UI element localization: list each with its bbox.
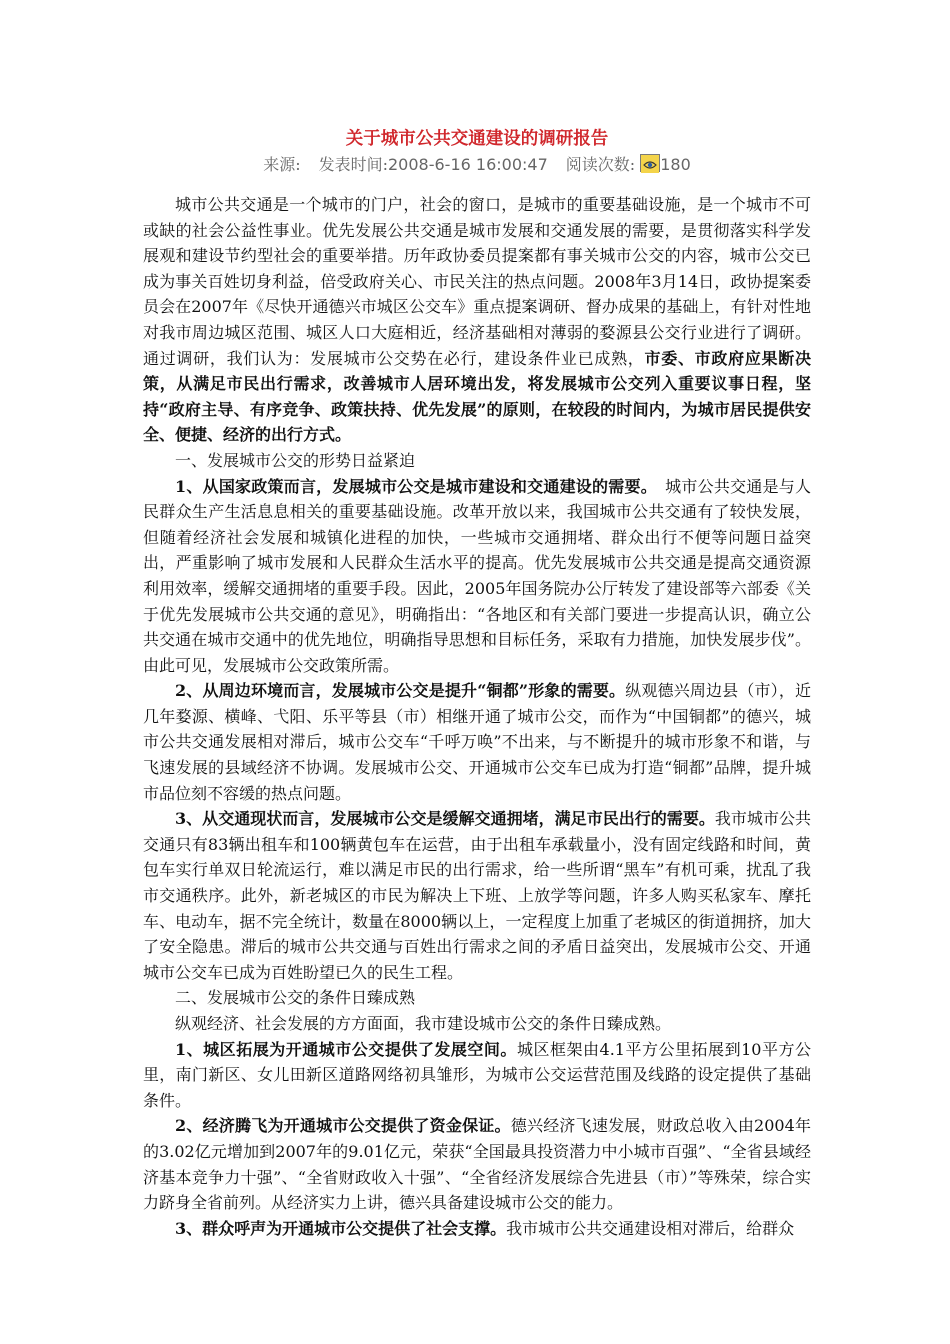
paragraph-economy: 2、经济腾飞为开通城市公交提供了资金保证。德兴经济飞速发展，财政总收入由2004年的3.02亿元增加到2007年的9.01亿元，荣获“全国最具投资潜力中小城市百强”、“全省县域经济基本竞争力十强”、“全省财政收入十强”、“全省经济发展综合先进县（市）”等殊荣，综合实力跻身全省前列。从经济实力上讲，德兴具备建设城市公交的能力。 — [143, 1116, 811, 1213]
paragraph-intro: 城市公共交通是一个城市的门户，社会的窗口，是城市的重要基础设施，是一个城市不可或缺的社会公益性事业。优先发展公共交通是城市发展和交通发展的需要，是贯彻落实科学发展观和建设节约型社会的重要举措。历年政协委员提案都有事关城市公交的内容，城市公交已成为事关百姓切身利益，倍受政府关心、市民关注的热点问题。2008年3月14日，政协提案委员会在2007年《尽快开通德兴市城区公交车》重点提案调研、督办成果的基础上，有针对性地对我市周边城区范围、城区人口大庭相近，经济基础相对薄弱的婺源县公交行业进行了调研。通过调研，我们认为：发展城市公交势在必行，建设条件业已成熟，市委、市政府应果断决策，从满足市民出行需求，改善城市人居环境出发，将发展城市公交列入重要议事日程，坚持“政府主导、有序竞争、政策扶持、优先发展”的原则，在较段的时间内，为城市居民提供安全、便捷、经济的出行方式。 — [143, 195, 811, 445]
eye-icon — [640, 154, 660, 172]
article-title: 关于城市公共交通建设的调研报告 — [345, 129, 609, 149]
section-heading-2: 二、发展城市公交的条件日臻成熟 — [175, 988, 416, 1008]
article-meta — [143, 152, 811, 178]
paragraph-public-voice: 3、群众呼声为开通城市公交提供了社会支撑。我市城市公共交通建设相对滞后，给群众 — [175, 1218, 795, 1238]
paragraph-conditions: 纵观经济、社会发展的方方面面，我市建设城市公交的条件日臻成熟。 — [175, 1014, 672, 1033]
publish-time-value: 2008-6-16 16:00:47 — [388, 155, 548, 174]
document-page — [143, 118, 811, 1241]
source-label: 来源: — [263, 155, 301, 174]
paragraph-urban-expansion: 1、城区拓展为开通城市公交提供了发展空间。城区框架由4.1平方公里拓展到10平方公里，南门新区、女儿田新区道路网络初具雏形，为城市公交运营范围及线路的设定提供了基础条件。 — [143, 1039, 811, 1110]
section-heading-1: 一、发展城市公交的形势日益紧迫 — [175, 450, 416, 470]
paragraph-policy: 1、从国家政策而言，发展城市公交是城市建设和交通建设的需要。 城市公共交通是与人民群众生产生活息息相关的重要基础设施。改革开放以来，我国城市公共交通有了较快发展，但随着经济社会发展和城镇化进程的加快，一些城市交通拥堵、群众出行不便等问题日益突出，严重影响了城市发展和人民群众生活水平的提高。优先发展城市公共交通是提高交通资源利用效率，缓解交通拥堵的重要手段。因此，2005年国务院办公厅转发了建设部等六部委《关于优先发展城市公共交通的意见》，明确指出：“各地区和有关部门要进一步提高认识，确立公共交通在城市交通中的优先地位，明确指导思想和目标任务，采取有力措施，加快发展步伐”。由此可见，发展城市公交政策所需。 — [143, 476, 811, 675]
paragraph-surroundings: 2、从周边环境而言，发展城市公交是提升“铜都”形象的需要。纵观德兴周边县（市），近几年婺源、横峰、弋阳、乐平等县（市）相继开通了城市公交，而作为“中国铜都”的德兴，城市公共交通发展相对滞后，城市公交车“千呼万唤”不出来，与不断提升的城市形象不和谐，与飞速发展的县域经济不协调。发展城市公交、开通城市公交车已成为打造“铜都”品牌，提升城市品位刻不容缓的热点问题。 — [143, 681, 811, 803]
read-count-label: 阅读次数: — [565, 155, 636, 174]
publish-time-label: 发表时间: — [318, 155, 388, 174]
read-count-value: 180 — [660, 155, 691, 174]
paragraph-traffic-status: 3、从交通现状而言，发展城市公交是缓解交通拥堵，满足市民出行的需要。我市城市公共交通只有83辆出租车和100辆黄包车在运营，由于出租车承载量小，没有固定线路和时间，黄包车实行单双日轮流运行，难以满足市民的出行需求，给一些所谓“黑车”有机可乘，扰乱了我市交通秩序。此外，新老城区的市民为解决上下班、上放学等问题，许多人购买私家车、摩托车、电动车，据不完全统计，数量在8000辆以上，一定程度上加重了老城区的街道拥挤，加大了安全隐患。滞后的城市公共交通与百姓出行需求之间的矛盾日益突出，发展城市公交、开通城市公交车已成为百姓盼望已久的民生工程。 — [143, 809, 811, 982]
